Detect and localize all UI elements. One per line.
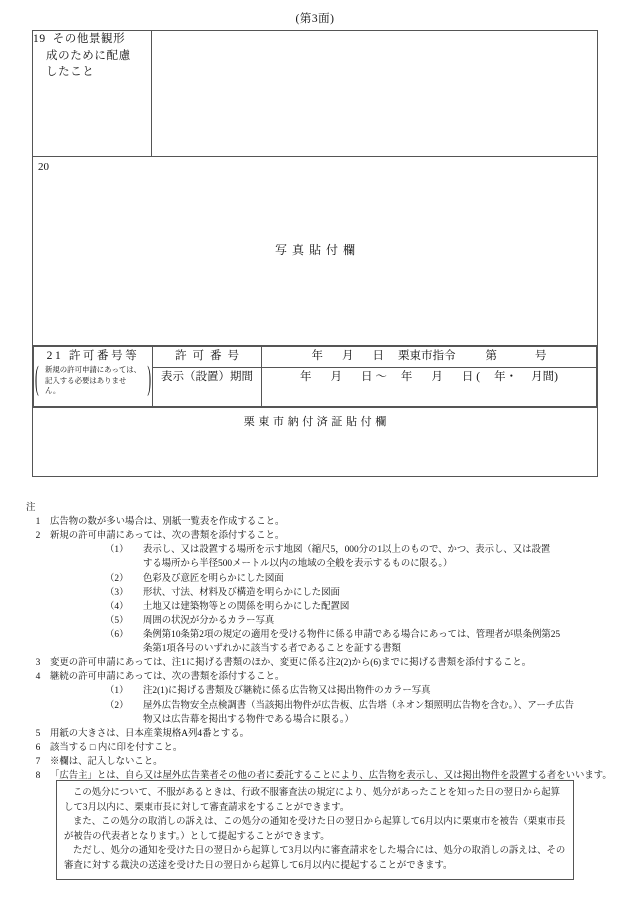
item21-note-text: 新規の許可申請にあっては、記入する必要はありません。 — [45, 365, 142, 396]
item19-label-line2: 成のために配慮 — [46, 49, 131, 62]
note-subitem-number: （4） — [105, 601, 129, 612]
note-subitem — [26, 699, 626, 727]
note-number: 5 — [35, 728, 41, 739]
appeal-notice-paragraph-2: また、この処分の取消しの訴えは、この処分の通知を受けた日の翌日から起算して6月以内に栗東市を被告（栗東市長が被告の代表者となります。）として提起することができます。 — [64, 817, 566, 842]
notes-heading: 注 — [26, 503, 36, 513]
item19-number: 19 — [33, 33, 46, 45]
note-subitem-number: （1） — [105, 545, 129, 556]
note-text: 広告物の数が多い場合は、別紙一覧表を作成すること。 — [50, 517, 285, 528]
note-text: 該当する □ 内に印を付すこと。 — [50, 742, 183, 753]
period-start-day-label: 日 ～ — [361, 371, 387, 383]
note-line1: 「広告主」とは、自ら又は屋外広告業者その他の者に委託することにより、広告物を表示し、又は掲出物件を設置 — [50, 771, 529, 782]
payment-certificate-label: 栗東市納付済証貼付欄 — [243, 416, 390, 428]
note-item — [26, 727, 626, 741]
item19-label-line1: その他景観形 — [52, 33, 126, 45]
permit-row-number — [34, 347, 597, 368]
note-item — [26, 755, 626, 769]
paren-left-glyph: ( — [35, 360, 39, 398]
period-duration-years-label: 年・ — [494, 371, 518, 383]
display-period-value[interactable] — [262, 368, 597, 407]
permit-number-value[interactable] — [262, 347, 597, 368]
permit-number-table — [33, 346, 597, 407]
note-subitem-number: （1） — [105, 686, 129, 697]
note-subitem-text: 注2(1)に掲げる書類及び継続に係る広告物又は掲出物件のカラー写真 — [143, 686, 431, 697]
period-end-day-label: 日 ( — [461, 371, 481, 383]
note-line2: する者をいいます。 — [528, 771, 612, 782]
table-row-item19 — [33, 31, 598, 157]
note-item — [26, 515, 626, 529]
display-period-key: 表示（設置）期間 — [153, 368, 262, 407]
appeal-notice-box — [56, 780, 574, 880]
period-start-month-label: 月 — [330, 371, 343, 383]
note-number: 7 — [35, 756, 41, 767]
note-number: 8 — [35, 771, 41, 782]
table-row-item20 — [33, 157, 598, 346]
note-subitem-number: （2） — [105, 573, 129, 584]
note-item — [26, 529, 626, 543]
item20-number: 20 — [38, 161, 49, 173]
note-subitem — [26, 572, 626, 586]
item21-title: 21 許可番号等 — [46, 350, 140, 362]
item21-note-wrapper — [34, 360, 152, 398]
permit-no-prefix-label: 第 — [485, 350, 497, 362]
item19-label-cell — [33, 31, 152, 157]
note-subitem — [26, 614, 626, 628]
note-subitem — [26, 684, 626, 698]
note-subitem-text — [143, 699, 626, 727]
note-subitem-number: （5） — [105, 615, 129, 626]
permit-number-key: 許可番号 — [153, 347, 262, 368]
note-text: 継続の許可申請にあっては、次の書類を添付すること。 — [50, 672, 285, 683]
note-subitem-number: （3） — [105, 587, 129, 598]
photo-attachment-label: 写真貼付欄 — [274, 243, 360, 257]
note-subitem-line1: 表示し、又は設置する場所を示す地図（縮尺5，000分の1以上のもので、かつ、表示し、又は設置 — [143, 545, 551, 556]
note-number: 1 — [35, 517, 41, 528]
note-item — [26, 741, 626, 755]
note-item — [26, 670, 626, 684]
note-text: ※欄は、記入しないこと。 — [50, 756, 163, 767]
paren-right-glyph: ) — [147, 360, 151, 398]
note-subitem-line2: 物又は広告幕を掲出する物件である場合に限る。） — [143, 714, 354, 725]
note-subitem-text: 周囲の状況が分かるカラー写真 — [143, 615, 275, 626]
table-row-payment — [33, 408, 598, 477]
note-subitem-text: 土地又は建築物等との関係を明らかにした配置図 — [143, 601, 350, 612]
note-number: 2 — [35, 531, 41, 542]
note-subitem-line2: 条第1項各号のいずれかに該当する者であることを証する書類 — [143, 644, 401, 655]
note-subitem-line1: 条例第10条第2項の規定の適用を受ける物件に係る申請である場合にあっては、管理者が県条例第25 — [143, 629, 561, 640]
notes-section — [26, 501, 626, 783]
note-subitem — [26, 600, 626, 614]
page-label: (第3面) — [295, 13, 335, 25]
note-subitem-number: （2） — [105, 700, 129, 711]
note-subitem — [26, 628, 626, 656]
permit-month-label: 月 — [342, 350, 354, 362]
note-number: 4 — [35, 672, 41, 683]
note-text: 新規の許可申請にあっては、次の書類を添付すること。 — [50, 531, 285, 542]
note-subitem-line2: する場所から半径500メートル以内の地域の全般を表示するものに限る。） — [143, 559, 453, 570]
note-item — [26, 656, 626, 670]
item19-input-area[interactable] — [152, 31, 598, 157]
note-subitem-line1: 屋外広告物安全点検調書（当該掲出物件が広告板、広告塔（ネオン類照明広告物を含む。）、アーチ広告 — [143, 700, 574, 711]
item19-label-line3: したこと — [46, 66, 95, 79]
note-subitem-number: （6） — [105, 629, 129, 640]
payment-certificate-cell[interactable] — [33, 408, 598, 477]
permit-no-suffix-label: 号 — [535, 350, 547, 362]
permit-day-label: 日 — [372, 350, 384, 362]
note-text: 変更の許可申請にあっては、注1に掲げる書類のほか、変更に係る注2(2)から(6)までに掲げる書類を添付すること。 — [50, 658, 532, 669]
note-subitem — [26, 586, 626, 600]
item20-photo-cell[interactable] — [33, 157, 598, 346]
note-subitem-text: 形状、寸法、材料及び構造を明らかにした図面 — [143, 587, 340, 598]
note-subitem-text: 色彩及び意匠を明らかにした図面 — [143, 573, 284, 584]
period-duration-months-label: 月間) — [531, 371, 558, 383]
note-subitem-text — [143, 628, 626, 656]
note-subitem — [26, 543, 626, 571]
note-number: 6 — [35, 742, 41, 753]
appeal-notice-paragraph-3: ただし、処分の通知を受けた日の翌日から起算して3月以内に審査請求をした場合には、処分の取消しの訴えは、その審査に対する裁決の送達を受けた日の翌日から起算して6月以内に提起することができます。 — [64, 846, 566, 871]
item21-label-cell — [34, 347, 153, 407]
note-subitem-text — [143, 543, 626, 571]
table-row-item21 — [33, 346, 598, 408]
period-end-year-label: 年 — [400, 371, 413, 383]
period-end-month-label: 月 — [431, 371, 443, 383]
application-form-table — [32, 30, 598, 477]
permit-issuer-label: 栗東市指令 — [398, 350, 456, 362]
item21-cell — [33, 346, 598, 408]
note-number: 3 — [35, 658, 41, 669]
appeal-notice-paragraph-1: この処分について、不服があるときは、行政不服審査法の規定により、処分があったことを知った日の翌日から起算して3月以内に、栗東市長に対して審査請求をすることができます。 — [64, 788, 561, 813]
permit-year-label: 年 — [311, 350, 323, 362]
period-start-year-label: 年 — [300, 371, 312, 383]
note-text: 用紙の大きさは、日本産業規格A列4番とする。 — [50, 728, 249, 739]
